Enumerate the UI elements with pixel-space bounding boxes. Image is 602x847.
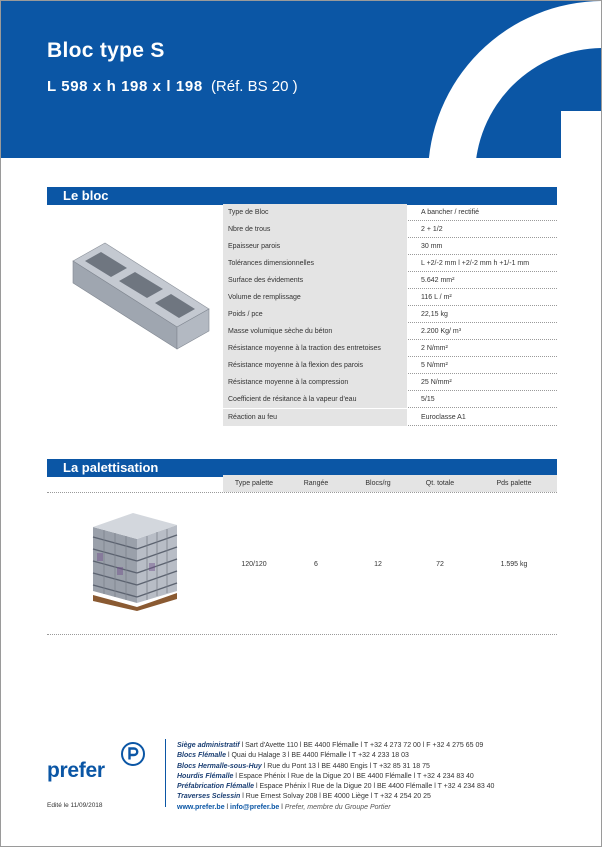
- spec-row: [223, 391, 557, 408]
- spec-row: [223, 289, 557, 306]
- spec-row: [223, 238, 557, 255]
- spec-value: 5.642 mm²: [421, 277, 455, 284]
- column-header: Pds palette: [496, 480, 532, 487]
- page-title: Bloc type S: [47, 39, 165, 62]
- spec-value: Euroclasse A1: [421, 414, 466, 421]
- palette-table-header: [223, 475, 557, 492]
- address-line: Traverses Sclessin l Rue Ernest Solvay 208 l BE 4000 Liège l T +32 4 254 20 25: [177, 793, 431, 801]
- spec-row: [223, 374, 557, 391]
- section-palette-title: La palettisation: [63, 460, 159, 475]
- palette-weight: 1.595 kg: [500, 561, 528, 568]
- spec-label: Résistance moyenne à la compression: [223, 374, 407, 391]
- spec-row: [223, 409, 557, 426]
- spec-value: 2.200 Kg/ m³: [421, 328, 462, 335]
- column-header: Qt. totale: [425, 480, 455, 487]
- spec-value: 5/15: [421, 396, 435, 403]
- spec-value: L +2/-2 mm l +2/-2 mm h +1/-1 mm: [421, 260, 530, 267]
- spec-row: [223, 204, 557, 221]
- pallet-image: [87, 507, 179, 611]
- spec-label: Tolérances dimensionnelles: [223, 255, 407, 272]
- concrete-block-image: [71, 239, 211, 351]
- palette-total-qty: 72: [436, 561, 444, 568]
- spec-label: Résistance moyenne à la traction des entretoises: [223, 340, 407, 357]
- palette-table-row: [223, 556, 557, 573]
- address-line: Hourdis Flémalle l Espace Phénix l Rue de la Digue 20 l BE 4400 Flémalle l T +32 4 234 83 40: [177, 772, 474, 780]
- website-link[interactable]: www.prefer.be: [177, 803, 225, 811]
- palette-type: 120/120: [241, 561, 267, 568]
- spec-row: [223, 272, 557, 289]
- email-link[interactable]: info@prefer.be: [230, 803, 280, 811]
- spec-row: [223, 306, 557, 323]
- spec-value: 30 mm: [421, 243, 443, 250]
- spec-value: 22,15 kg: [421, 311, 448, 318]
- address-line: Préfabrication Flémalle l Espace Phénix l Rue de la Digue 20 l BE 4400 Flémalle l T +32 4 234 83 40: [177, 783, 495, 791]
- address-line: Siège administratif l Sart d'Avette 110 l BE 4400 Flémalle l T +32 4 273 72 00 l F +32 4 275 65 09: [177, 742, 484, 749]
- spec-value: 116 L / m²: [421, 294, 452, 301]
- spec-label: Nbre de trous: [223, 221, 407, 238]
- spec-label: Poids / pce: [223, 306, 407, 323]
- spec-value: 2 N/mm²: [421, 345, 448, 352]
- spec-value: A bancher / rectifié: [421, 209, 479, 216]
- spec-label: Masse volumique sèche du béton: [223, 323, 407, 340]
- footer-divider: [165, 739, 166, 807]
- spec-label: Type de Bloc: [223, 204, 407, 221]
- spec-value: 2 + 1/2: [421, 226, 443, 233]
- group-membership: Prefer, membre du Groupe Portier: [284, 803, 391, 811]
- spec-value: 25 N/mm²: [421, 379, 452, 386]
- divider: [47, 492, 557, 493]
- prefer-logo: prefer: [47, 759, 105, 782]
- contact-line: www.prefer.be l info@prefer.be l Prefer, membre du Groupe Portier: [177, 803, 391, 811]
- spec-label: Surface des évidements: [223, 272, 407, 289]
- product-subtitle: [47, 78, 298, 95]
- spec-label: Réaction au feu: [223, 409, 407, 426]
- spec-label: Résistance moyenne à la flexion des parois: [223, 357, 407, 374]
- section-bloc-title: Le bloc: [63, 188, 109, 203]
- address-line: Blocs Flémalle l Quai du Halage 3 l BE 4400 Flémalle l T +32 4 233 18 03: [177, 752, 409, 760]
- spec-row: [223, 323, 557, 340]
- column-header: Blocs/rg: [365, 480, 391, 487]
- spec-label: Volume de remplissage: [223, 289, 407, 306]
- divider: [47, 634, 557, 635]
- palette-rows: 6: [314, 561, 318, 568]
- spec-row: [223, 340, 557, 357]
- prefer-p-logo-icon: [121, 742, 145, 766]
- specs-table: [223, 204, 557, 427]
- spec-row: [223, 255, 557, 272]
- edition-date: Edité le 11/09/2018: [47, 802, 103, 809]
- address-line: Blocs Hermalle-sous-Huy l Rue du Pont 13 l BE 4480 Engis l T +32 85 31 18 75: [177, 762, 430, 770]
- spec-value: 5 N/mm²: [421, 362, 448, 369]
- header-banner: [1, 1, 602, 158]
- footer-addresses: [177, 741, 494, 813]
- spec-row: [223, 221, 557, 238]
- spec-label: Epaisseur parois: [223, 238, 407, 255]
- spec-label: Coefficient de résitance à la vapeur d'eau: [223, 391, 407, 408]
- section-bloc-header: [47, 187, 557, 205]
- product-dimensions: L 598 x h 198 x l 198: [47, 78, 203, 95]
- palette-blocks-per-row: 12: [374, 561, 382, 568]
- column-header: Type palette: [234, 480, 274, 487]
- column-header: Rangée: [303, 480, 329, 487]
- spec-row: [223, 357, 557, 374]
- product-reference: (Réf. BS 20 ): [210, 78, 298, 95]
